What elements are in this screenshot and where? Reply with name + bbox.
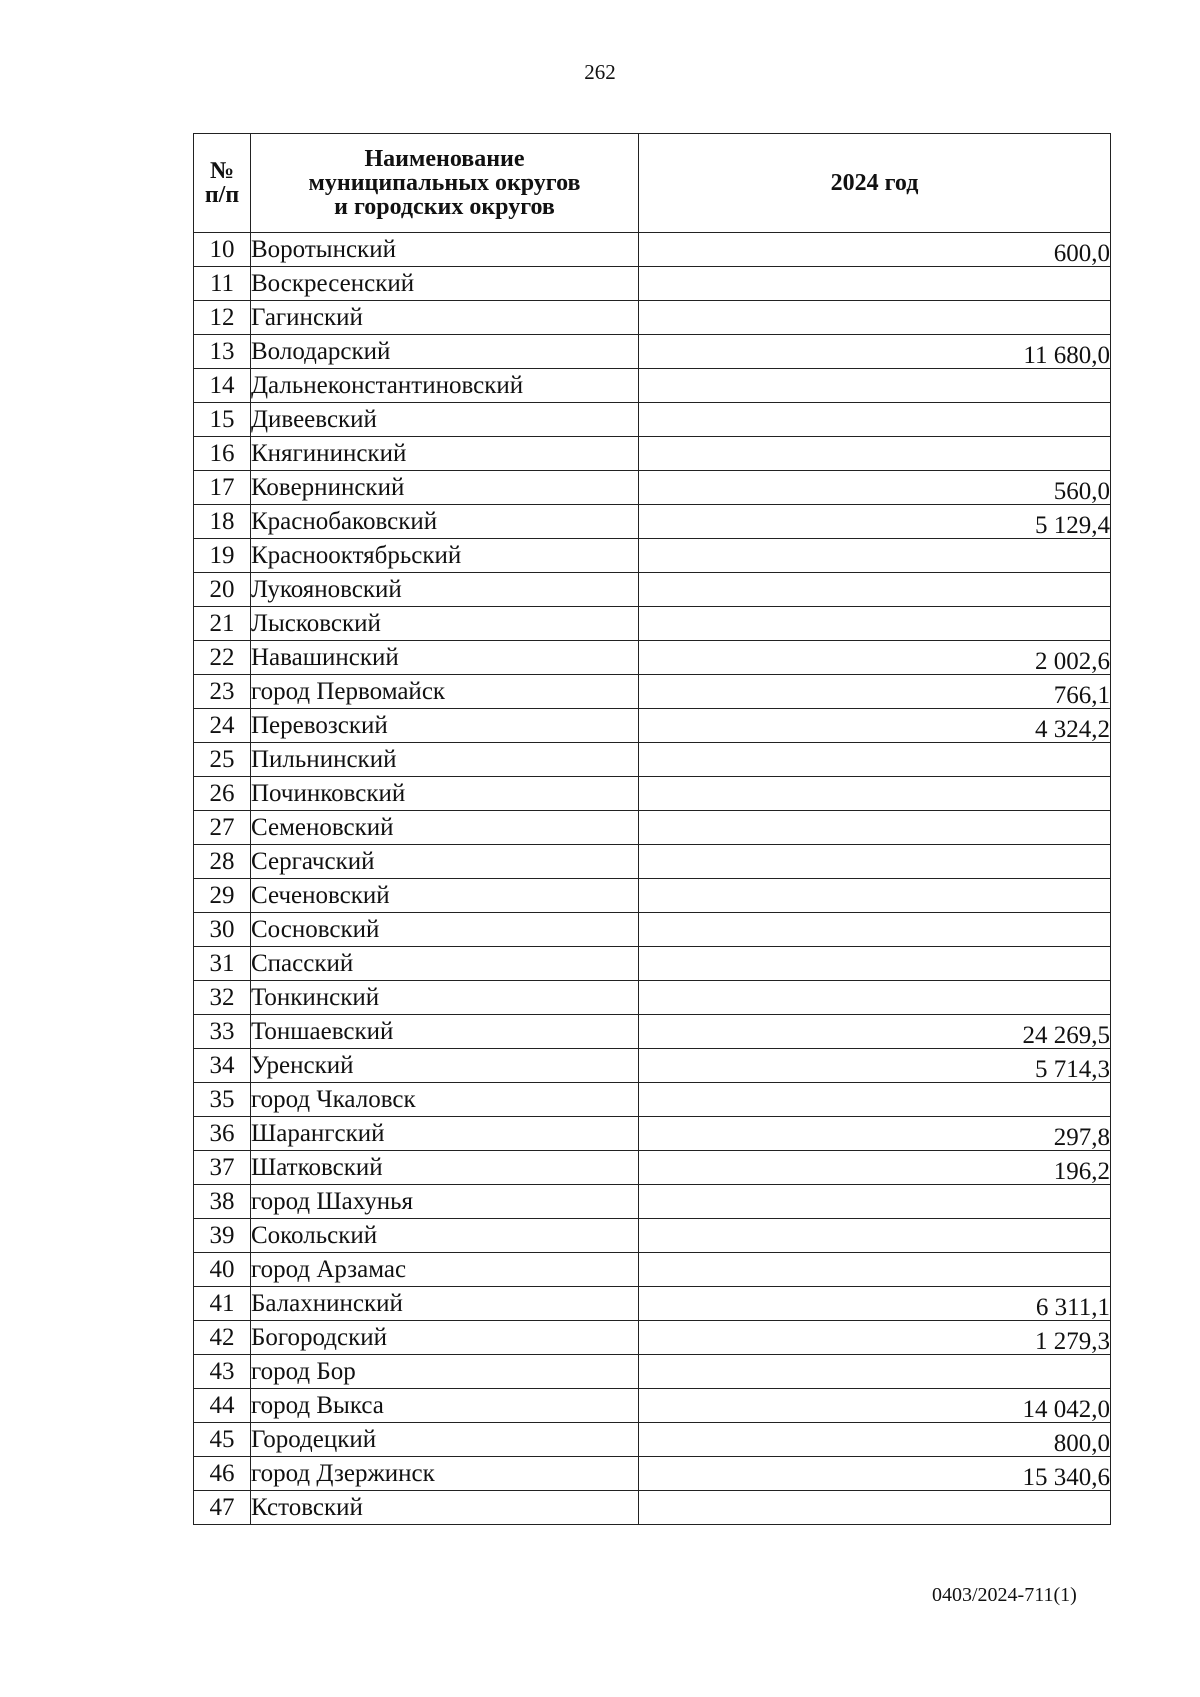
row-value [639,947,1111,981]
row-value [639,777,1111,811]
row-district-name: Кстовский [251,1491,639,1525]
row-value [639,913,1111,947]
row-value: 560,0 [639,471,1111,505]
row-district-name: Шарангский [251,1117,639,1151]
row-district-name: Перевозский [251,709,639,743]
row-value [639,743,1111,777]
row-district-name: город Шахунья [251,1185,639,1219]
table-row [194,879,1111,913]
row-number: 36 [194,1117,251,1151]
row-number: 19 [194,539,251,573]
row-number: 13 [194,335,251,369]
row-district-name: Спасский [251,947,639,981]
table-row [194,471,1111,505]
table-row [194,301,1111,335]
table-row [194,403,1111,437]
table-row [194,1015,1111,1049]
row-district-name: город Бор [251,1355,639,1389]
table-row [194,947,1111,981]
row-number: 29 [194,879,251,913]
table-row [194,1151,1111,1185]
header-name-line1: Наименование [364,146,525,172]
row-district-name: Уренский [251,1049,639,1083]
row-district-name: Лукояновский [251,573,639,607]
row-value: 196,2 [639,1151,1111,1185]
row-district-name: Дивеевский [251,403,639,437]
row-value: 24 269,5 [639,1015,1111,1049]
table-row [194,811,1111,845]
row-value: 6 311,1 [639,1287,1111,1321]
row-district-name: Балахнинский [251,1287,639,1321]
row-value [639,845,1111,879]
row-district-name: Воскресенский [251,267,639,301]
table-row [194,1287,1111,1321]
table-row [194,267,1111,301]
row-district-name: Богородский [251,1321,639,1355]
row-value [639,1491,1111,1525]
row-number: 30 [194,913,251,947]
row-district-name: Воротынский [251,233,639,267]
row-district-name: Навашинский [251,641,639,675]
table-row [194,709,1111,743]
row-district-name: Сокольский [251,1219,639,1253]
row-value [639,369,1111,403]
table-row [194,1491,1111,1525]
row-district-name: город Первомайск [251,675,639,709]
row-number: 18 [194,505,251,539]
row-number: 24 [194,709,251,743]
row-district-name: Ковернинский [251,471,639,505]
table-row [194,641,1111,675]
row-district-name: Тоншаевский [251,1015,639,1049]
row-district-name: Шатковский [251,1151,639,1185]
row-number: 25 [194,743,251,777]
row-number: 11 [194,267,251,301]
table-row [194,1117,1111,1151]
row-number: 47 [194,1491,251,1525]
row-number: 31 [194,947,251,981]
row-district-name: Починковский [251,777,639,811]
row-number: 23 [194,675,251,709]
row-district-name: город Выкса [251,1389,639,1423]
row-district-name: Сеченовский [251,879,639,913]
row-value [639,539,1111,573]
table-body [194,233,1111,1525]
row-number: 20 [194,573,251,607]
table-row [194,607,1111,641]
row-value: 5 714,3 [639,1049,1111,1083]
table-row [194,233,1111,267]
row-value [639,607,1111,641]
row-district-name: город Чкаловск [251,1083,639,1117]
table-row [194,845,1111,879]
table-row [194,1049,1111,1083]
table-row [194,437,1111,471]
row-district-name: Сосновский [251,913,639,947]
header-name-line2: муниципальных округов [308,170,581,196]
row-value [639,879,1111,913]
row-number: 27 [194,811,251,845]
row-value: 11 680,0 [639,335,1111,369]
row-number: 33 [194,1015,251,1049]
row-district-name: Краснобаковский [251,505,639,539]
page-number: 262 [584,60,616,84]
table-row [194,777,1111,811]
row-number: 37 [194,1151,251,1185]
row-value: 766,1 [639,675,1111,709]
table-header [194,134,1111,233]
table-row [194,335,1111,369]
row-number: 22 [194,641,251,675]
row-district-name: Семеновский [251,811,639,845]
row-number: 17 [194,471,251,505]
row-district-name: Тонкинский [251,981,639,1015]
row-number: 45 [194,1423,251,1457]
row-value [639,1355,1111,1389]
row-value [639,301,1111,335]
row-value: 1 279,3 [639,1321,1111,1355]
row-district-name: Пильнинский [251,743,639,777]
row-number: 46 [194,1457,251,1491]
table-row [194,1253,1111,1287]
table-row [194,1389,1111,1423]
table-row [194,369,1111,403]
header-number-line2: п/п [204,182,240,208]
row-number: 15 [194,403,251,437]
row-number: 35 [194,1083,251,1117]
header-number [194,134,251,233]
row-value [639,1219,1111,1253]
row-number: 39 [194,1219,251,1253]
table-row [194,981,1111,1015]
row-value: 15 340,6 [639,1457,1111,1491]
row-number: 34 [194,1049,251,1083]
table-row [194,913,1111,947]
header-name-line3: и городских округов [334,194,555,220]
header-name [251,134,639,233]
row-value [639,1185,1111,1219]
document-code: 0403/2024-711(1) [932,1584,1077,1606]
row-number: 10 [194,233,251,267]
row-number: 43 [194,1355,251,1389]
header-number-line1: № [209,158,235,184]
row-district-name: город Арзамас [251,1253,639,1287]
row-value [639,437,1111,471]
table-row [194,539,1111,573]
row-value: 14 042,0 [639,1389,1111,1423]
row-value [639,1253,1111,1287]
table-row [194,573,1111,607]
row-district-name: город Дзержинск [251,1457,639,1491]
row-district-name: Лысковский [251,607,639,641]
row-number: 44 [194,1389,251,1423]
row-value: 4 324,2 [639,709,1111,743]
table-row [194,1219,1111,1253]
row-value [639,573,1111,607]
row-district-name: Княгининский [251,437,639,471]
table-row [194,1185,1111,1219]
table-row [194,1321,1111,1355]
table-row [194,1423,1111,1457]
row-value [639,1083,1111,1117]
table-row [194,1457,1111,1491]
row-number: 16 [194,437,251,471]
row-value: 2 002,6 [639,641,1111,675]
row-number: 12 [194,301,251,335]
row-value [639,403,1111,437]
table-row [194,675,1111,709]
row-number: 41 [194,1287,251,1321]
row-value [639,981,1111,1015]
row-number: 28 [194,845,251,879]
table-row [194,505,1111,539]
row-number: 14 [194,369,251,403]
row-number: 32 [194,981,251,1015]
row-district-name: Дальнеконстантиновский [251,369,639,403]
budget-table [193,133,1111,1525]
row-value: 297,8 [639,1117,1111,1151]
header-year: 2024 год [639,134,1111,233]
table-row [194,1083,1111,1117]
table-row [194,743,1111,777]
row-district-name: Гагинский [251,301,639,335]
row-number: 26 [194,777,251,811]
row-number: 38 [194,1185,251,1219]
row-value [639,811,1111,845]
row-value: 800,0 [639,1423,1111,1457]
row-district-name: Городецкий [251,1423,639,1457]
row-district-name: Краснооктябрьский [251,539,639,573]
row-value: 5 129,4 [639,505,1111,539]
row-district-name: Володарский [251,335,639,369]
row-value [639,267,1111,301]
row-district-name: Сергачский [251,845,639,879]
row-number: 21 [194,607,251,641]
row-number: 42 [194,1321,251,1355]
row-number: 40 [194,1253,251,1287]
row-value: 600,0 [639,233,1111,267]
table-row [194,1355,1111,1389]
